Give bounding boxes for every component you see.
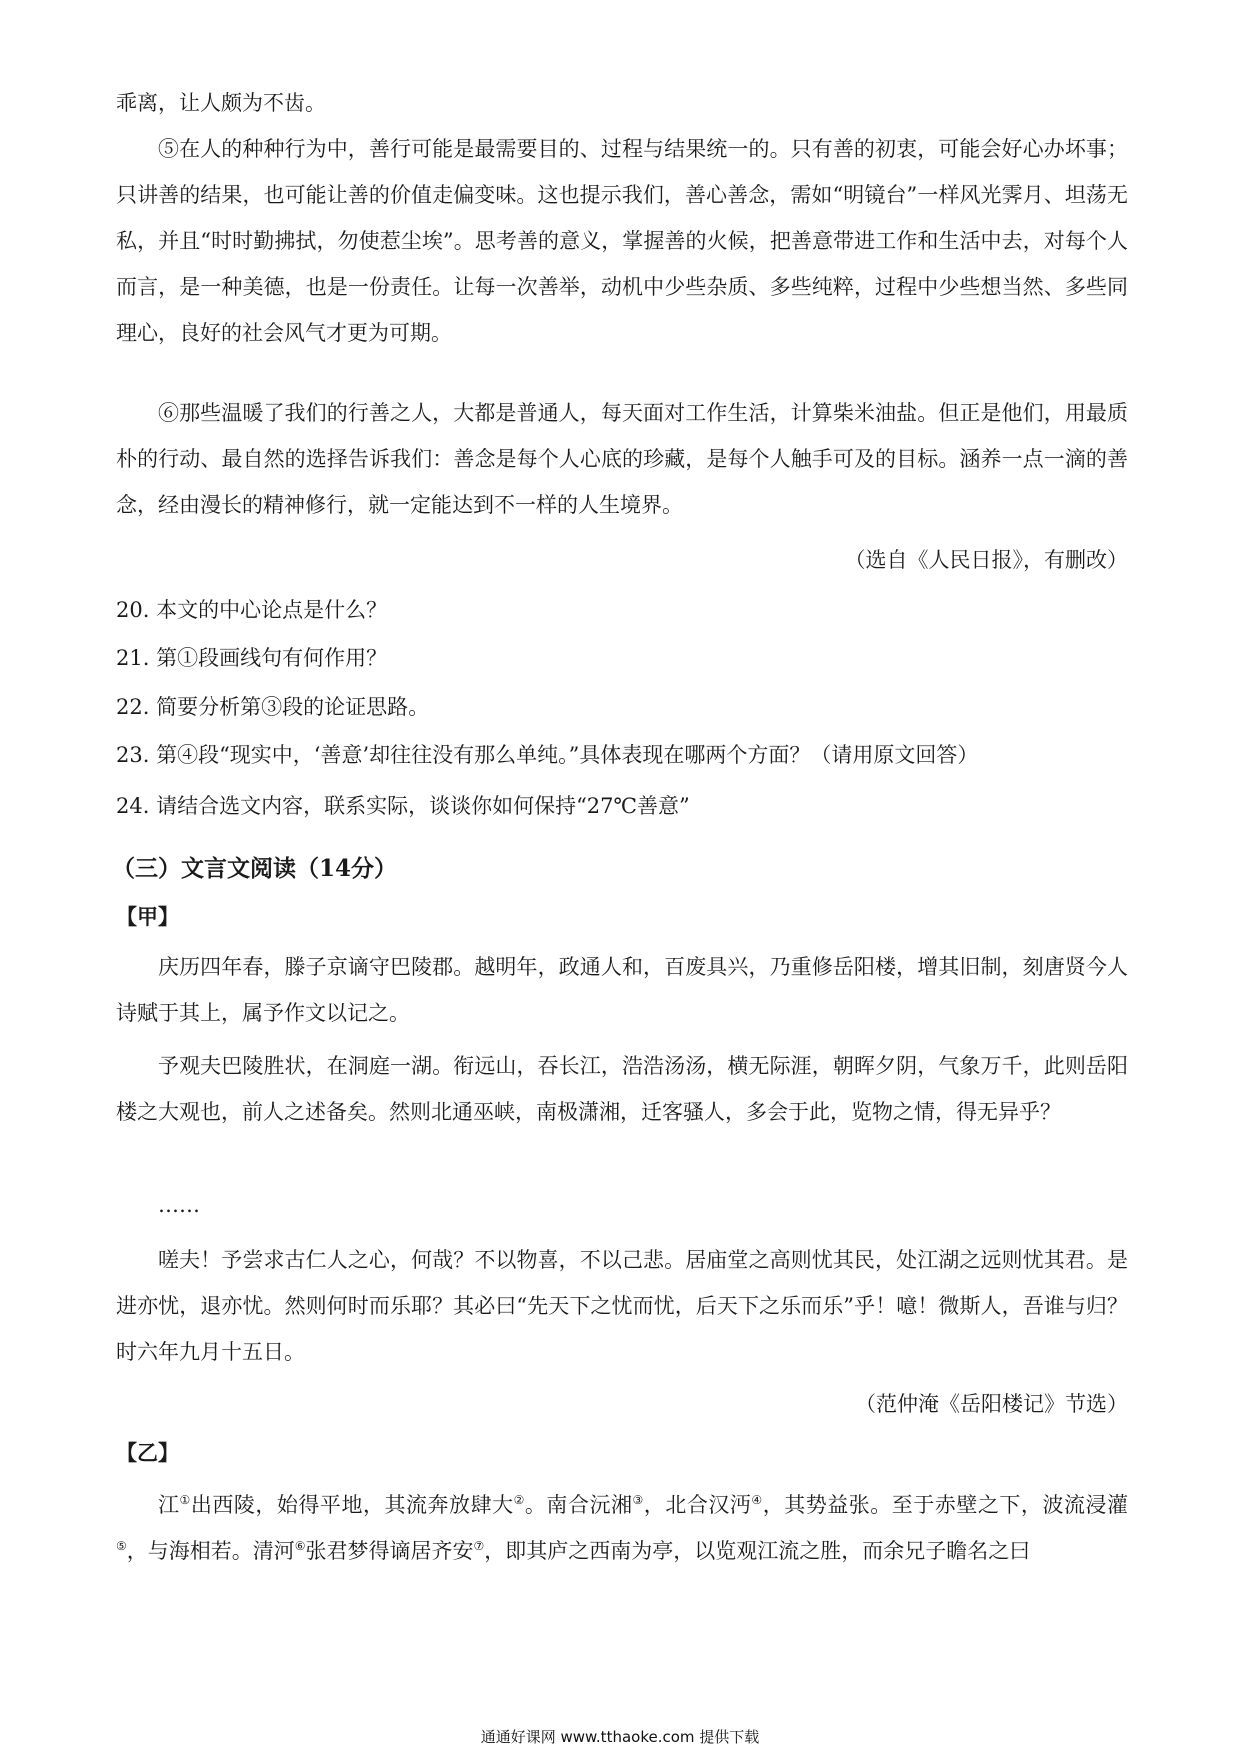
- footnote-ref-5: ⑤: [116, 1539, 127, 1553]
- paragraph-continuation: 乖离，让人颇为不齿。: [116, 91, 326, 115]
- footnote-ref-2: ②: [513, 1493, 525, 1507]
- yi-paragraph: [116, 1482, 1128, 1574]
- label-jia: 【甲】: [116, 904, 179, 929]
- paragraph-5: ⑤在人的种种行为中，善行可能是最需要目的、过程与结果统一的。只有善的初衷，可能会好心办坏事；只讲善的结果，也可能让善的价值走偏变味。这也提示我们，善心善念，需如“明镜台”一样风光霁月、坦荡无私，并且“时时勤拂拭，勿使惹尘埃”。思考善的意义，掌握善的火候，把善意带进工作和生活中去，对每个人而言，是一种美德，也是一份责任。让每一次善举，动机中少些杂质、多些纯粹，过程中少些想当然、多些同理心，良好的社会风气才更为可期。: [116, 137, 1128, 345]
- footnote-ref-1: ①: [179, 1493, 191, 1507]
- footnote-ref-6: ⑥: [294, 1539, 306, 1553]
- passage-source: （选自《人民日报》，有删改）: [844, 548, 1128, 572]
- label-yi: 【乙】: [116, 1440, 179, 1465]
- question-21: 21. 第①段画线句有何作用？: [116, 646, 388, 670]
- jia-paragraph-3: 嗟夫！予尝求古仁人之心，何哉？不以物喜，不以己悲。居庙堂之高则忧其民，处江湖之远则忧其君。是进亦忧，退亦忧。然则何时而乐耶？其必曰“先天下之忧而忧，后天下之乐而乐”乎！噫！微斯人，吾谁与归？时六年九月十五日。: [116, 1248, 1128, 1364]
- question-23: 23. 第④段“现实中，‘善意’却往往没有那么单纯。”具体表现在哪两个方面？（请用原文回答）: [116, 743, 979, 767]
- yi-text-4: ，北合汉沔: [643, 1493, 752, 1517]
- jia-paragraph-2: 予观夫巴陵胜状，在洞庭一湖。衔远山，吞长江，浩浩汤汤，横无际涯，朝晖夕阴，气象万千，此则岳阳楼之大观也，前人之述备矣。然则北通巫峡，南极潇湘，迁客骚人，多会于此，览物之情，得无异乎？: [116, 1054, 1128, 1124]
- ellipsis: ……: [158, 1193, 200, 1217]
- footnote-ref-4: ④: [751, 1493, 763, 1507]
- yi-text-8: ，即其庐之西南为亭，以览观江流之胜，而余兄子瞻名之曰: [484, 1539, 1031, 1563]
- yi-text-2: 出西陵，始得平地，其流奔放肆大: [190, 1493, 514, 1517]
- jia-paragraph-1: 庆历四年春，滕子京谪守巴陵郡。越明年，政通人和，百废具兴，乃重修岳阳楼，增其旧制，刻唐贤今人诗赋于其上，属予作文以记之。: [116, 955, 1128, 1025]
- page-footer: 通通好课网 www.tthaoke.com 提供下载: [480, 1728, 760, 1746]
- yi-text-6: ，与海相若。清河: [126, 1539, 295, 1563]
- paragraph-6: ⑥那些温暖了我们的行善之人，大都是普通人，每天面对工作生活，计算柴米油盐。但正是他们，用最质朴的行动、最自然的选择告诉我们：善念是每个人心底的珍藏，是每个人触手可及的目标。涵养一点一滴的善念，经由漫长的精神修行，就一定能达到不一样的人生境界。: [116, 401, 1128, 517]
- jia-source: （范仲淹《岳阳楼记》节选）: [855, 1392, 1128, 1416]
- footnote-ref-3: ③: [632, 1493, 644, 1507]
- question-20: 20. 本文的中心论点是什么？: [116, 598, 388, 622]
- yi-text-5: ，其势益张。至于赤壁之下，波流浸灌: [762, 1493, 1129, 1517]
- question-24: 24. 请结合选文内容，联系实际，谈谈你如何保持“27℃善意”: [116, 794, 690, 818]
- yi-text-7: 张君梦得谪居齐安: [305, 1539, 474, 1563]
- section-heading: （三）文言文阅读（14分）: [112, 855, 398, 882]
- yi-text-3: 。南合沅湘: [524, 1493, 633, 1517]
- footnote-ref-7: ⑦: [473, 1539, 485, 1553]
- question-22: 22. 简要分析第③段的论证思路。: [116, 695, 430, 719]
- yi-text-1: 江: [158, 1493, 180, 1517]
